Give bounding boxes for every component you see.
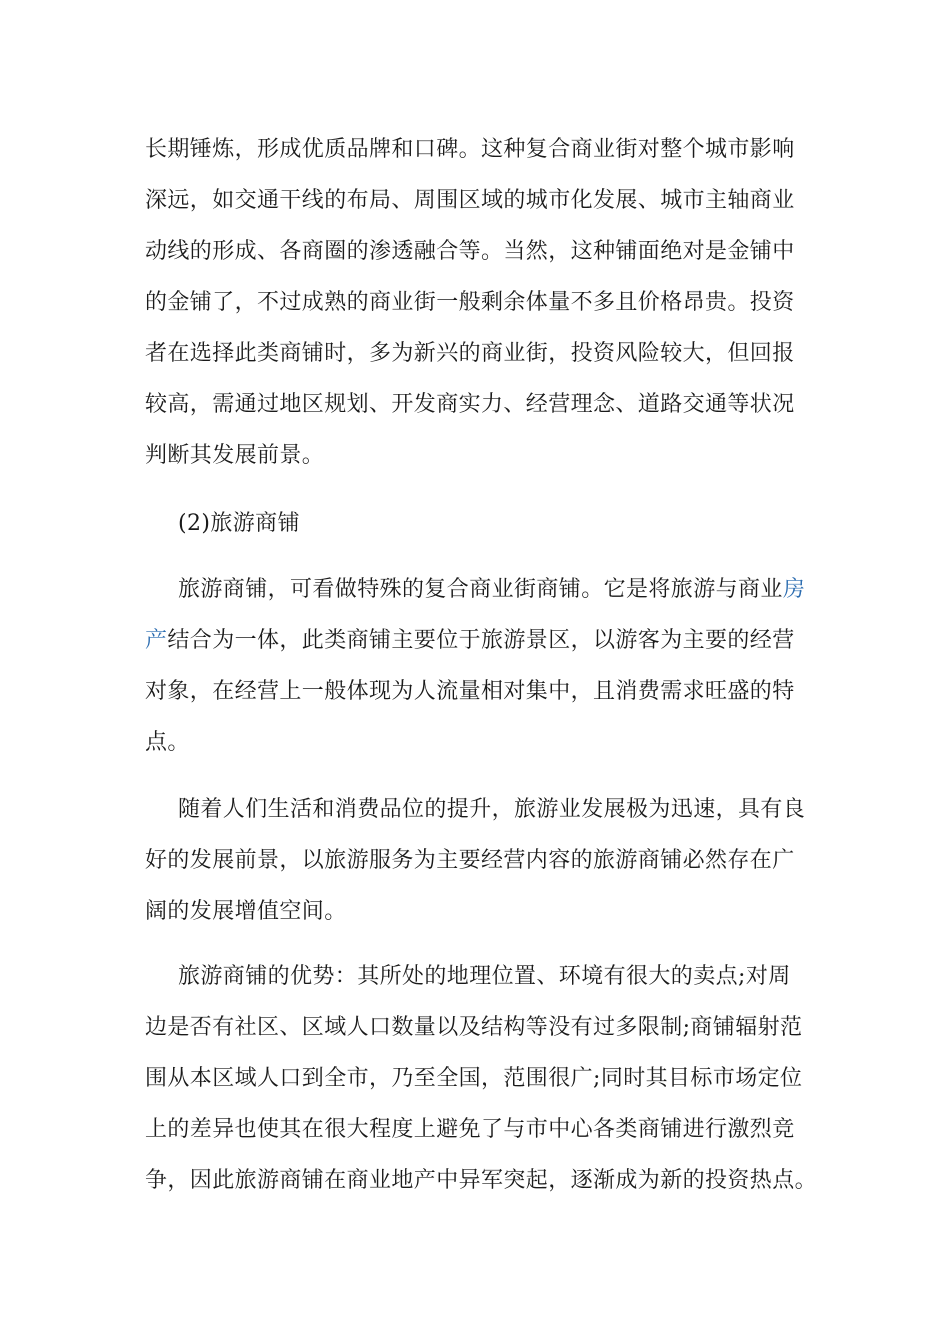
text-line: 动线的形成、各商圈的渗透融合等。当然，这种铺面绝对是金铺中 [145, 239, 795, 264]
text-segment: 结合为一体，此类商铺主要位于旅游景区，以游客为主要的经营 [167, 628, 795, 653]
text-line: 围从本区域人口到全市，乃至全国，范围很广;同时其目标市场定位 [145, 1066, 803, 1091]
text-line: 对象，在经营上一般体现为人流量相对集中，且消费需求旺盛的特 [145, 679, 795, 704]
text-line: 长期锤炼，形成优质品牌和口碑。这种复合商业街对整个城市影响 [145, 137, 795, 162]
text-line: 阔的发展增值空间。 [145, 899, 347, 924]
house-link[interactable]: 房 [782, 577, 806, 602]
text-line: 点。 [145, 730, 190, 755]
text-line: 判断其发展前景。 [145, 443, 325, 468]
text-line: 的金铺了，不过成熟的商业街一般剩余体量不多且价格昂贵。投资 [145, 290, 795, 315]
section-heading: (2)旅游商铺 [178, 511, 300, 536]
text-line [145, 627, 795, 655]
text-line: 上的差异也使其在很大程度上避免了与市中心各类商铺进行激烈竞 [145, 1117, 795, 1142]
text-line: 随着人们生活和消费品位的提升，旅游业发展极为迅速，具有良 [178, 797, 806, 822]
text-segment: 旅游商铺，可看做特殊的复合商业街商铺。它是将旅游与商业 [178, 577, 783, 602]
text-line: 好的发展前景，以旅游服务为主要经营内容的旅游商铺必然存在广 [145, 848, 795, 873]
text-line: 较高，需通过地区规划、开发商实力、经营理念、道路交通等状况 [145, 392, 795, 417]
text-line: 深远，如交通干线的布局、周围区域的城市化发展、城市主轴商业 [145, 188, 795, 213]
text-line: 边是否有社区、区域人口数量以及结构等没有过多限制;商铺辐射范 [145, 1015, 803, 1040]
property-link[interactable]: 产 [145, 628, 168, 653]
text-line [178, 576, 805, 604]
text-line: 争，因此旅游商铺在商业地产中异军突起，逐渐成为新的投资热点。 [145, 1168, 818, 1193]
text-line: 旅游商铺的优势：其所处的地理位置、环境有很大的卖点;对周 [178, 964, 791, 989]
text-line: 者在选择此类商铺时，多为新兴的商业街，投资风险较大，但回报 [145, 341, 795, 366]
